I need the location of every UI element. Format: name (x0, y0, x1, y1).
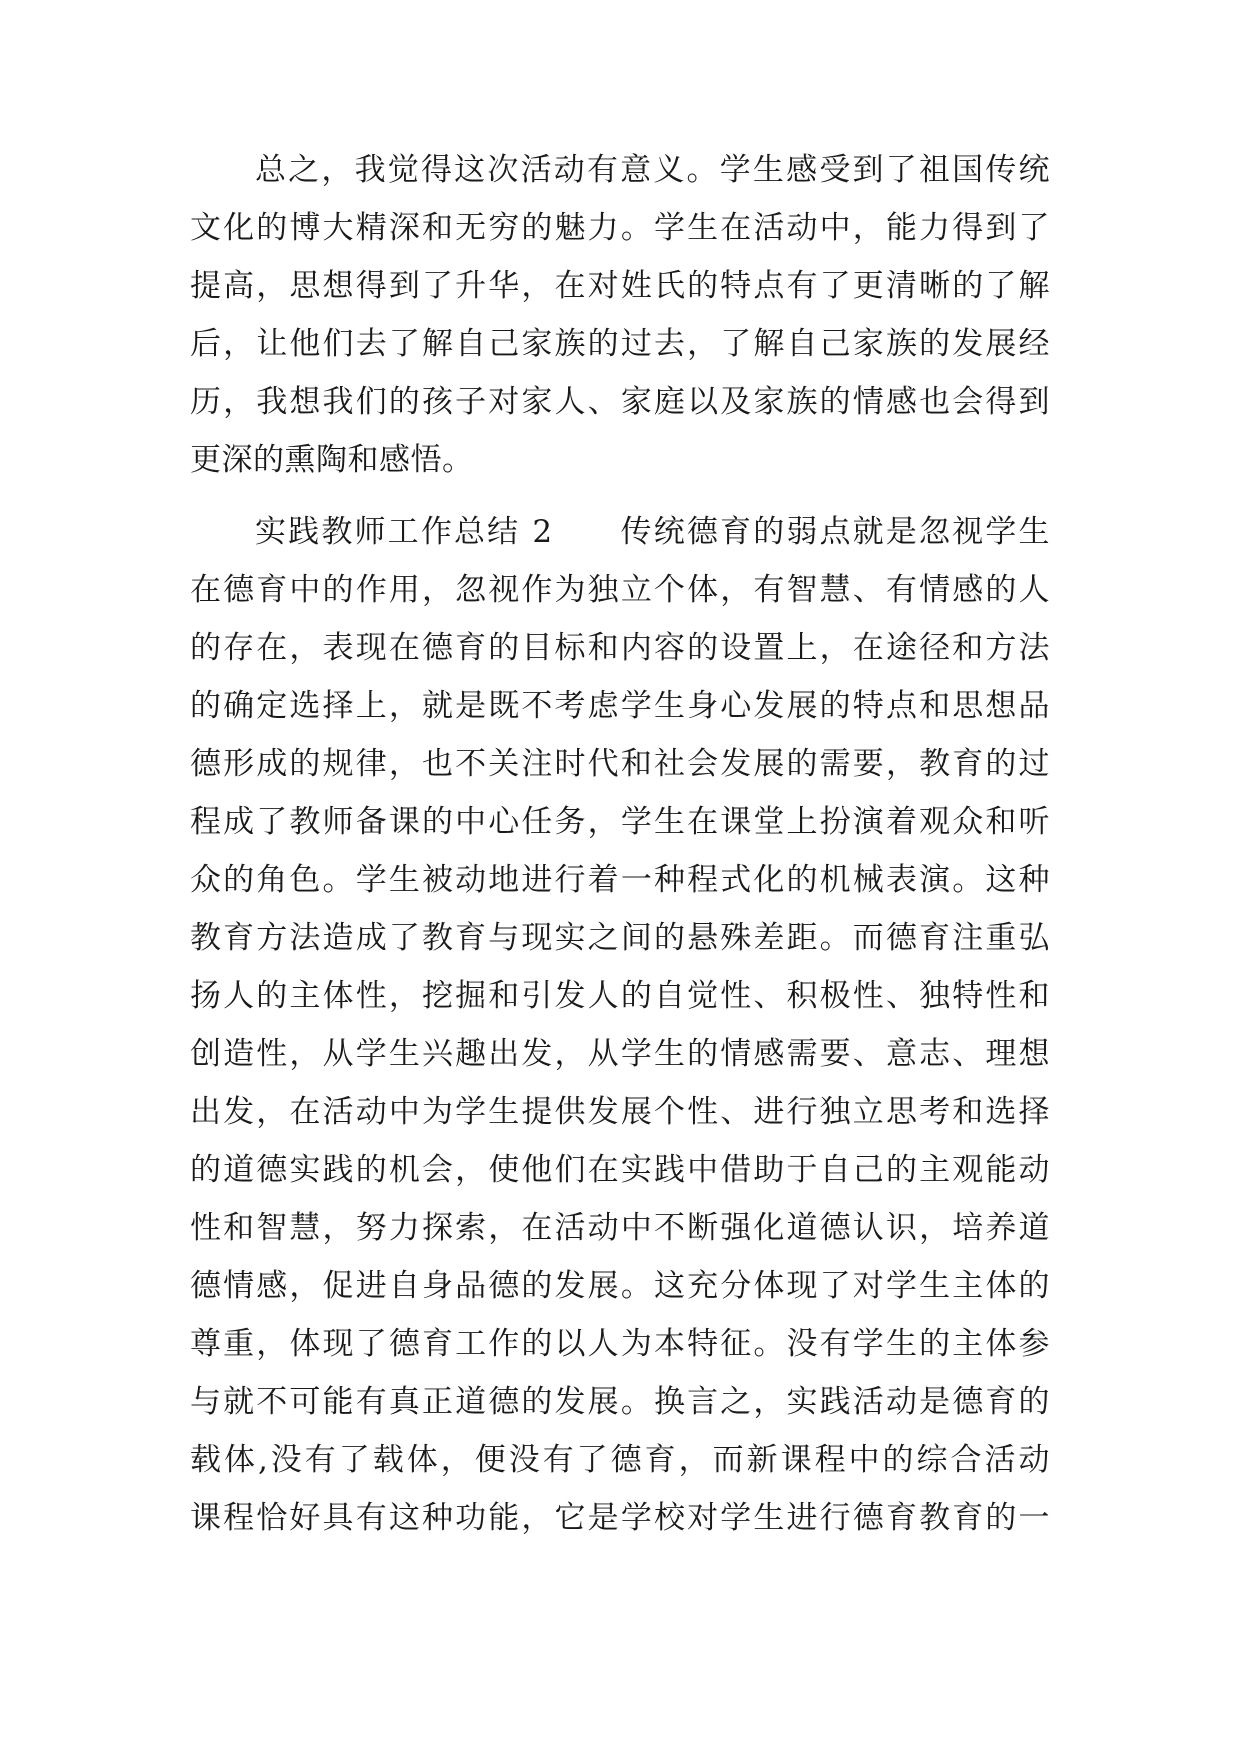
paragraph-2-line-9: 扬人的主体性，挖掘和引发人的自觉性、积极性、独特性和 (190, 978, 1050, 1014)
paragraph-2-line-14: 德情感，促进自身品德的发展。这充分体现了对学生主体的 (190, 1268, 1050, 1304)
paragraph-2-line-2: 在德育中的作用，忽视作为独立个体，有智慧、有情感的人 (190, 572, 1050, 608)
paragraph-1-line-2: 文化的博大精深和无穷的魅力。学生在活动中，能力得到了 (190, 210, 1050, 246)
paragraph-1-line-3: 提高，思想得到了升华，在对姓氏的特点有了更清晰的了解 (190, 268, 1050, 304)
paragraph-2-line-13: 性和智慧，努力探索，在活动中不断强化道德认识，培养道 (190, 1210, 1050, 1246)
paragraph-1-line-5: 历，我想我们的孩子对家人、家庭以及家族的情感也会得到 (190, 384, 1050, 420)
paragraph-2-line-6: 程成了教师备课的中心任务，学生在课堂上扮演着观众和听 (190, 804, 1050, 840)
paragraph-2-line-18: 课程恰好具有这种功能，它是学校对学生进行德育教育的一 (190, 1500, 1050, 1536)
paragraph-2-line-5: 德形成的规律，也不关注时代和社会发展的需要，教育的过 (190, 746, 1050, 782)
paragraph-1-line-4: 后，让他们去了解自己家族的过去，了解自己家族的发展经 (190, 326, 1050, 362)
paragraph-2-line-17: 载体,没有了载体，便没有了德育，而新课程中的综合活动 (190, 1442, 1050, 1478)
paragraph-2-line-12: 的道德实践的机会，使他们在实践中借助于自己的主观能动 (190, 1152, 1050, 1188)
paragraph-2-line-16: 与就不可能有真正道德的发展。换言之，实践活动是德育的 (190, 1384, 1050, 1420)
paragraph-2-line-10: 创造性，从学生兴趣出发，从学生的情感需要、意志、理想 (190, 1036, 1050, 1072)
paragraph-2-line-11: 出发，在活动中为学生提供发展个性、进行独立思考和选择 (190, 1094, 1050, 1130)
paragraph-1-line-6: 更深的熏陶和感悟。 (190, 442, 474, 478)
paragraph-2-line-1: 实践教师工作总结 2 传统德育的弱点就是忽视学生 (255, 514, 1050, 550)
paragraph-2-line-3: 的存在，表现在德育的目标和内容的设置上，在途径和方法 (190, 630, 1050, 666)
paragraph-2-line-15: 尊重，体现了德育工作的以人为本特征。没有学生的主体参 (190, 1326, 1050, 1362)
paragraph-2-line-4: 的确定选择上，就是既不考虑学生身心发展的特点和思想品 (190, 688, 1050, 724)
paragraph-2-line-8: 教育方法造成了教育与现实之间的悬殊差距。而德育注重弘 (190, 920, 1050, 956)
paragraph-1-line-1: 总之，我觉得这次活动有意义。学生感受到了祖国传统 (255, 152, 1050, 188)
paragraph-2-line-7: 众的角色。学生被动地进行着一种程式化的机械表演。这种 (190, 862, 1050, 898)
